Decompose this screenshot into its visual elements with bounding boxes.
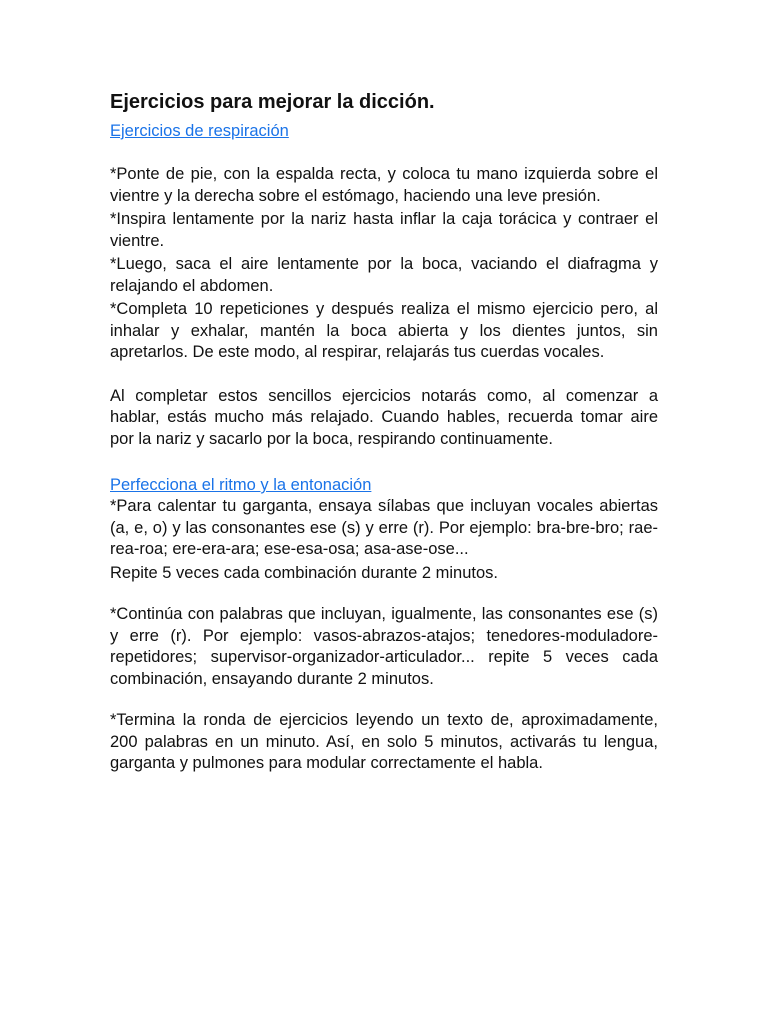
paragraph-ritmo-finish: *Termina la ronda de ejercicios leyendo un texto de, aproximadamente, 200 palabras en un minuto. Así, en solo 5 minutos, activarás tu lengua, garganta y pulmones para modular correctamente el habla. xyxy=(110,711,658,772)
paragraph-respiracion-4: *Completa 10 repeticiones y después realiza el mismo ejercicio pero, al inhalar y exhalar, mantén la boca abierta y los dientes juntos, sin apretarlos. De este modo, al respirar, relajarás tus cuerdas vocales. xyxy=(110,300,658,361)
spacer xyxy=(110,142,658,164)
paragraph-ritmo-intro: *Para calentar tu garganta, ensaya sílabas que incluyan vocales abiertas (a, e, o) y las consonantes ese (s) y erre (r). Por ejemplo: bra-bre-bro; rae-rea-roa; ere-era-ara; ese-esa-osa; asa-ase-ose... xyxy=(110,497,658,558)
spacer xyxy=(110,364,658,386)
section-link-ritmo[interactable]: Perfecciona el ritmo y la entonación xyxy=(110,476,372,494)
document-title: Ejercicios para mejorar la dicción. xyxy=(110,91,435,113)
paragraph-respiracion-2: *Inspira lentamente por la nariz hasta inflar la caja torácica y contraer el vientre. xyxy=(110,210,658,250)
paragraph-respiracion-1: *Ponte de pie, con la espalda recta, y coloca tu mano izquierda sobre el vientre y la derecha sobre el estómago, haciendo una leve presión. xyxy=(110,165,658,205)
section-link-respiracion[interactable]: Ejercicios de respiración xyxy=(110,122,289,140)
spacer xyxy=(110,584,658,604)
paragraph-ritmo-repeat: Repite 5 veces cada combinación durante 2 minutos. xyxy=(110,563,498,582)
document-page xyxy=(110,90,658,775)
spacer xyxy=(110,690,658,710)
paragraph-ritmo-words: *Continúa con palabras que incluyan, igualmente, las consonantes ese (s) y erre (r). Por ejemplo: vasos-abrazos-atajos; tenedores-moduladore-repetidores; supervisor-organizador-articulador... repite 5 veces cada combinación, ensayando durante 2 minutos. xyxy=(110,605,658,688)
paragraph-respiracion-3: *Luego, saca el aire lentamente por la boca, vaciando el diafragma y relajando el abdomen. xyxy=(110,255,658,295)
paragraph-respiracion-closing: Al completar estos sencillos ejercicios notarás como, al comenzar a hablar, estás mucho más relajado. Cuando hables, recuerda tomar aire por la nariz y sacarlo por la boca, respirando continuamente. xyxy=(110,386,658,448)
spacer xyxy=(110,450,658,474)
